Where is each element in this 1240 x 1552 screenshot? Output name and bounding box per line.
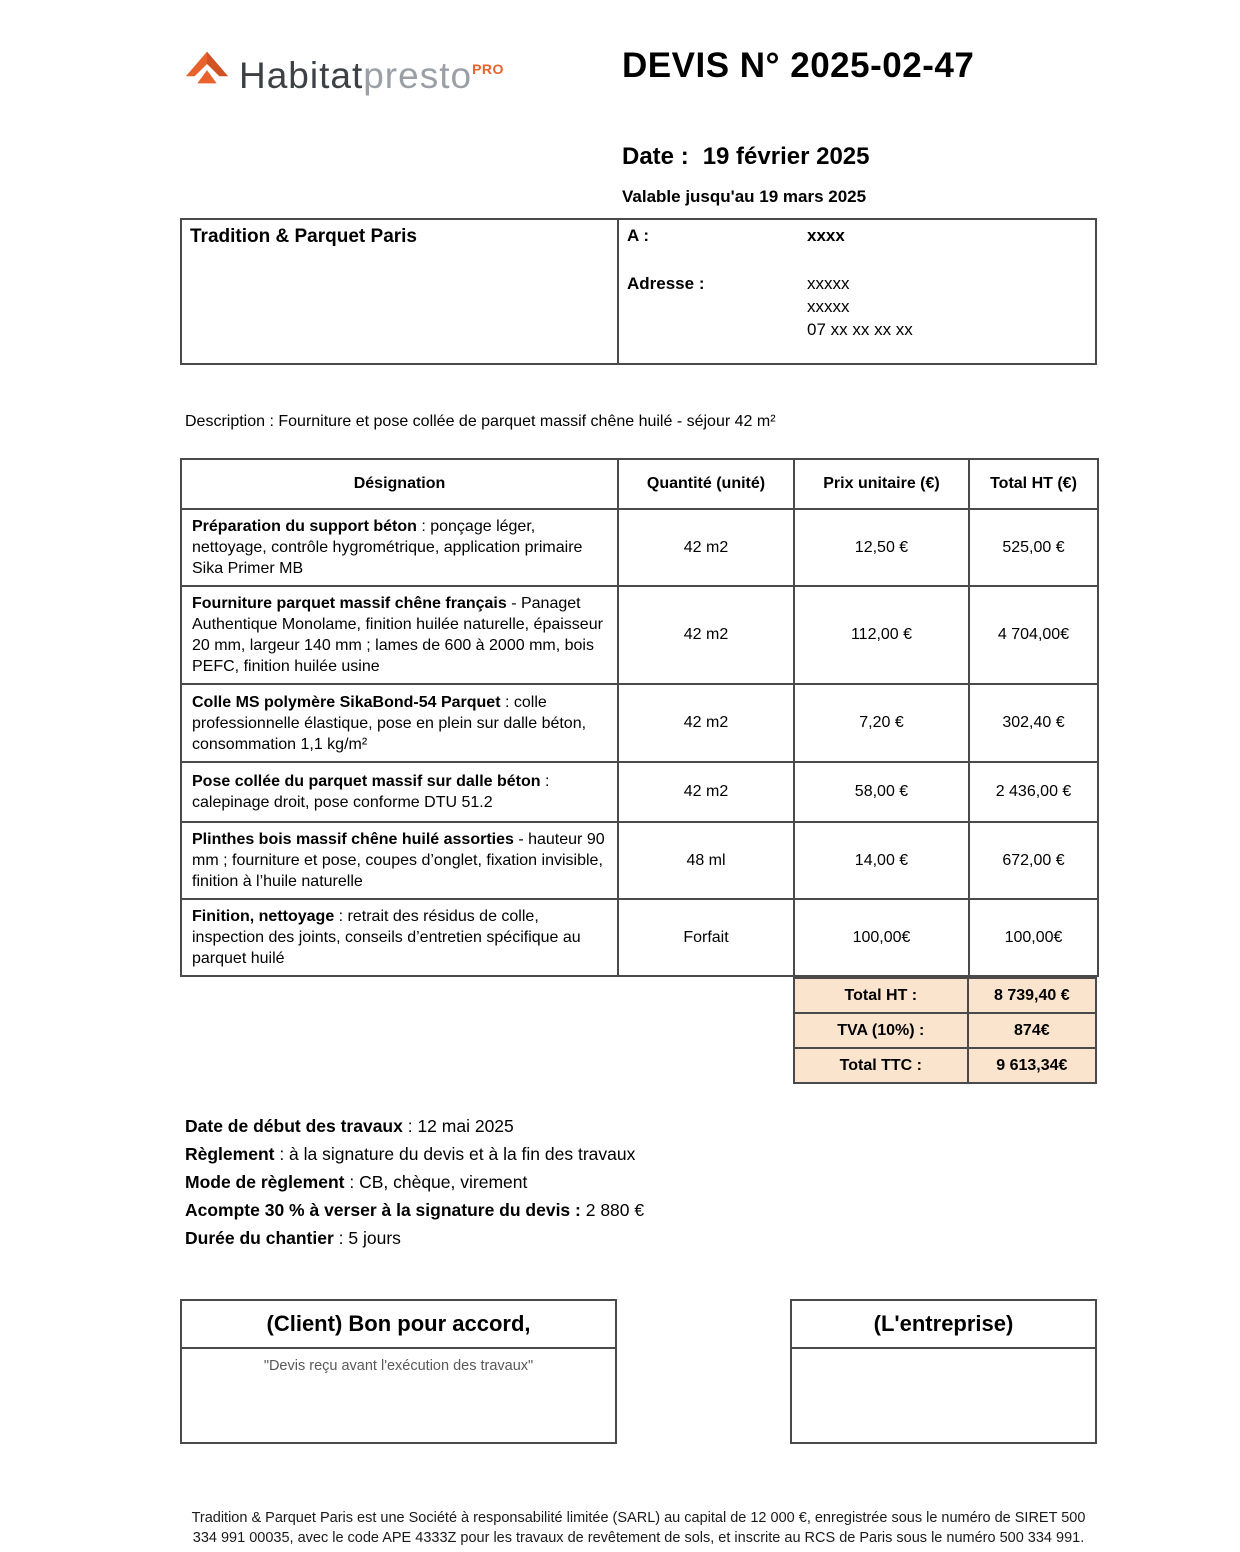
item-designation bbox=[181, 684, 618, 762]
term-value: 2 880 € bbox=[580, 1200, 645, 1220]
recipient-cell bbox=[618, 219, 1096, 364]
spacer bbox=[627, 297, 807, 317]
recipient-address-line-1: xxxxx bbox=[807, 274, 850, 293]
devis-date-line bbox=[622, 143, 870, 171]
item-title: Colle MS polymère SikaBond-54 Parquet bbox=[192, 693, 501, 711]
total-ht-row bbox=[794, 978, 1096, 1013]
recipient-to-value: xxxx bbox=[807, 226, 845, 245]
table-row bbox=[181, 822, 1098, 899]
item-title: Plinthes bois massif chêne huilé assorties bbox=[192, 831, 514, 848]
total-ttc-value: 9 613,34€ bbox=[968, 1048, 1096, 1083]
signatures-section bbox=[180, 1299, 1097, 1444]
totals-table bbox=[793, 977, 1097, 1084]
issuer-company-name: Tradition & Parquet Paris bbox=[190, 226, 417, 247]
table-row bbox=[181, 762, 1098, 822]
term-deposit bbox=[185, 1196, 1097, 1224]
date-label: Date : bbox=[622, 143, 689, 170]
item-quantity: 48 ml bbox=[618, 822, 794, 899]
total-ttc-label: Total TTC : bbox=[794, 1048, 968, 1083]
item-unit-price: 7,20 € bbox=[794, 684, 969, 762]
term-label: Durée du chantier bbox=[185, 1228, 334, 1248]
table-row bbox=[181, 586, 1098, 684]
item-unit-price: 12,50 € bbox=[794, 509, 969, 586]
items-table bbox=[180, 458, 1099, 977]
header-total-ht: Total HT (€) bbox=[969, 459, 1098, 509]
logo-pro-badge: PRO bbox=[472, 61, 504, 77]
table-row bbox=[181, 684, 1098, 762]
item-detail: : retrait des résidus de colle, inspection des joints, conseils d’entretien spécifique au parquet huilé bbox=[192, 908, 581, 967]
term-value: : CB, chèque, virement bbox=[344, 1172, 528, 1192]
item-detail: : ponçage léger, nettoyage, contrôle hygrométrique, application primaire Sika Primer MB bbox=[192, 518, 583, 577]
total-ht-value: 8 739,40 € bbox=[968, 978, 1096, 1013]
term-payment-mode bbox=[185, 1168, 1097, 1196]
header-designation: Désignation bbox=[181, 459, 618, 509]
item-designation bbox=[181, 586, 618, 684]
issuer-cell bbox=[181, 219, 618, 364]
logo-wordmark bbox=[239, 46, 504, 99]
total-ttc-row bbox=[794, 1048, 1096, 1083]
logo-presto-text: presto bbox=[363, 55, 473, 96]
term-label: Mode de règlement bbox=[185, 1172, 345, 1192]
item-detail: : colle professionnelle élastique, pose en plein sur dalle béton, consommation 1,1 kg/m² bbox=[192, 693, 587, 753]
total-ht-label: Total HT : bbox=[794, 978, 968, 1013]
item-quantity: 42 m2 bbox=[618, 509, 794, 586]
client-signature-title: (Client) Bon pour accord, bbox=[182, 1301, 615, 1349]
term-duration bbox=[185, 1224, 1097, 1252]
item-designation bbox=[181, 822, 618, 899]
item-title: Fourniture parquet massif chêne français bbox=[192, 595, 507, 612]
habitatpresto-house-icon bbox=[185, 48, 229, 94]
tva-label: TVA (10%) : bbox=[794, 1013, 968, 1048]
client-signature-note: "Devis reçu avant l'exécution des travaux" bbox=[263, 1358, 534, 1374]
recipient-to-label: A : bbox=[627, 226, 650, 245]
header-unit-price: Prix unitaire (€) bbox=[794, 459, 969, 509]
devis-title: DEVIS N° 2025-02-47 bbox=[622, 46, 975, 85]
spacer bbox=[627, 249, 1087, 271]
legal-footer: Tradition & Parquet Paris est une Société à responsabilité limitée (SARL) au capital de 12 000 €, enregistrée sous le numéro de SIRET 500 334 991 00035, avec le code APE 4333Z pour les travaux de revêtement de sols, et inscrite au RCS de Paris sous le numéro 500 334 991. bbox=[191, 1510, 1086, 1546]
item-title: Préparation du support béton bbox=[192, 518, 417, 535]
term-value: : 5 jours bbox=[333, 1228, 401, 1248]
item-total: 100,00€ bbox=[969, 899, 1098, 976]
validity-line: Valable jusqu'au 19 mars 2025 bbox=[622, 187, 867, 206]
document-body bbox=[180, 218, 1097, 1548]
table-row bbox=[181, 509, 1098, 586]
item-quantity: 42 m2 bbox=[618, 586, 794, 684]
table-row bbox=[181, 899, 1098, 976]
recipient-address-line-2: xxxxx bbox=[807, 297, 850, 316]
term-label: Règlement bbox=[185, 1144, 275, 1164]
terms-block bbox=[180, 1112, 1097, 1252]
item-quantity: 42 m2 bbox=[618, 762, 794, 822]
parties-box bbox=[180, 218, 1097, 365]
item-designation bbox=[181, 762, 618, 822]
item-unit-price: 100,00€ bbox=[794, 899, 969, 976]
item-total: 525,00 € bbox=[969, 509, 1098, 586]
items-header-row bbox=[181, 459, 1098, 509]
item-total: 2 436,00 € bbox=[969, 762, 1098, 822]
item-total: 4 704,00€ bbox=[969, 586, 1098, 684]
item-designation bbox=[181, 899, 618, 976]
item-total: 672,00 € bbox=[969, 822, 1098, 899]
logo-habitat-text: Habitat bbox=[239, 55, 364, 96]
item-title: Pose collée du parquet massif sur dalle béton bbox=[192, 773, 541, 790]
company-signature-box bbox=[790, 1299, 1097, 1444]
item-detail: - Panaget Authentique Monolame, finition huilée naturelle, épaisseur 20 mm, largeur 140 mm ; lames de 600 à 2000 mm, bois PEFC, finition huilée usine bbox=[192, 595, 603, 675]
term-value: : à la signature du devis et à la fin des travaux bbox=[274, 1144, 636, 1164]
term-label: Acompte 30 % à verser à la signature du devis : bbox=[185, 1200, 581, 1220]
work-description: Description : Fourniture et pose collée de parquet massif chêne huilé - séjour 42 m² bbox=[185, 413, 776, 430]
item-unit-price: 112,00 € bbox=[794, 586, 969, 684]
recipient-address-label: Adresse : bbox=[627, 274, 705, 293]
client-signature-box bbox=[180, 1299, 617, 1444]
item-detail: : calepinage droit, pose conforme DTU 51.2 bbox=[192, 773, 550, 811]
item-quantity: Forfait bbox=[618, 899, 794, 976]
term-value: : 12 mai 2025 bbox=[402, 1116, 514, 1136]
item-title: Finition, nettoyage bbox=[192, 908, 335, 925]
header-quantity: Quantité (unité) bbox=[618, 459, 794, 509]
item-quantity: 42 m2 bbox=[618, 684, 794, 762]
item-unit-price: 58,00 € bbox=[794, 762, 969, 822]
term-start-date bbox=[185, 1112, 1097, 1140]
habitatpresto-logo bbox=[185, 46, 504, 99]
item-total: 302,40 € bbox=[969, 684, 1098, 762]
company-signature-title: (L'entreprise) bbox=[792, 1301, 1095, 1349]
term-label: Date de début des travaux bbox=[185, 1116, 403, 1136]
item-designation bbox=[181, 509, 618, 586]
term-payment bbox=[185, 1140, 1097, 1168]
item-unit-price: 14,00 € bbox=[794, 822, 969, 899]
tva-row bbox=[794, 1013, 1096, 1048]
recipient-phone: 07 xx xx xx xx bbox=[807, 320, 913, 339]
tva-value: 874€ bbox=[968, 1013, 1096, 1048]
spacer bbox=[627, 320, 807, 340]
item-detail: - hauteur 90 mm ; fourniture et pose, coupes d’onglet, fixation invisible, finition à l’huile naturelle bbox=[192, 831, 605, 890]
date-value: 19 février 2025 bbox=[702, 143, 870, 170]
